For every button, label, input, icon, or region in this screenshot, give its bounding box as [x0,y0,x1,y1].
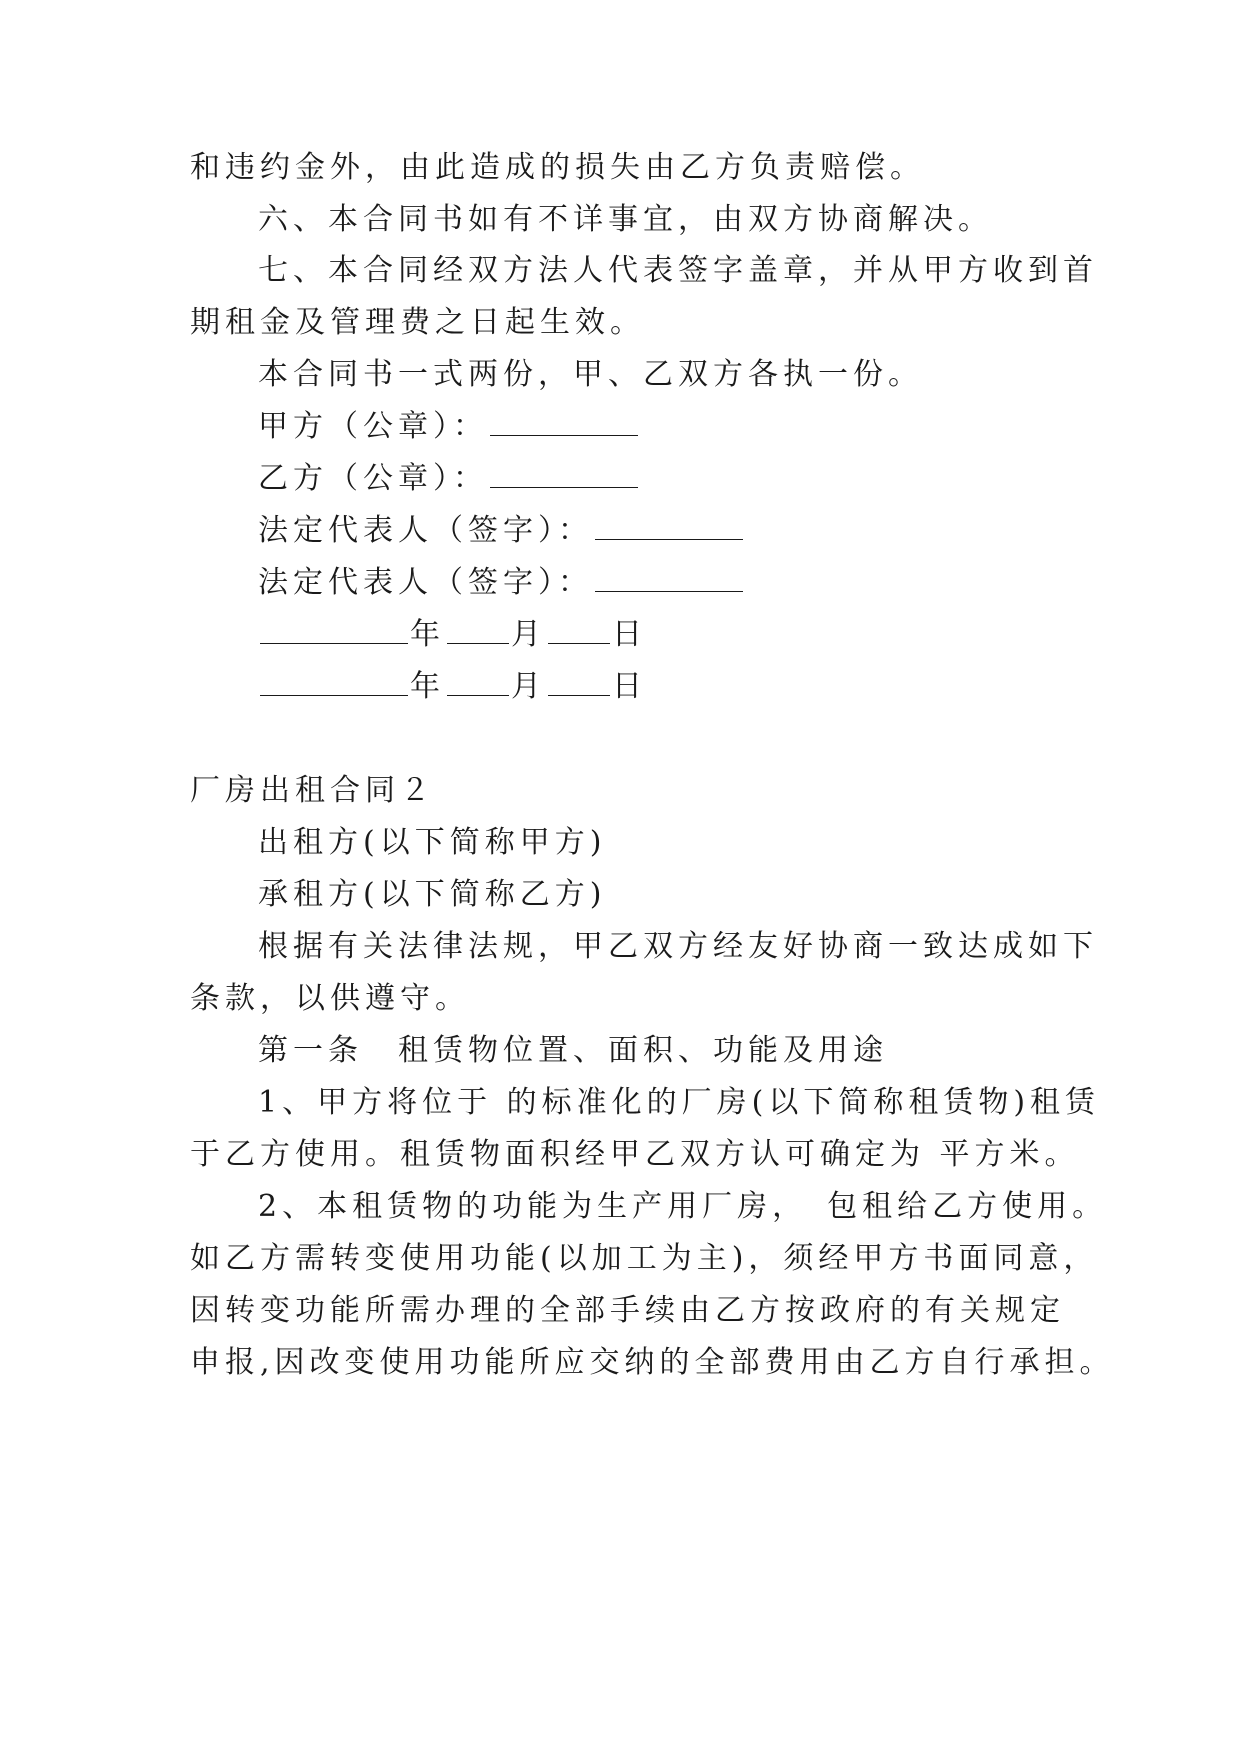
party-a-seal-blank [490,407,638,436]
rep-a-sign-label: 法定代表人（签字）： [258,513,593,548]
item-2-line-1: 2、本租赁物的功能为生产用厂房， 包租给乙方使用。 [258,1189,1108,1224]
item-2-line-4: 申报,因改变使用功能所应交纳的全部费用由乙方自行承担。 [190,1345,1115,1380]
year-blank [260,667,408,696]
date-line-a [258,615,647,655]
party-a-seal-line [258,407,640,447]
item-1-line-2: 于乙方使用。租赁物面积经甲乙双方认可确定为 平方米。 [190,1137,1080,1172]
paragraph-continuation: 和违约金外，由此造成的损失由乙方负责赔偿。 [190,150,925,185]
contract-title-2: 厂房出租合同２ [190,773,435,808]
party-b-seal-blank [490,459,638,488]
year-blank [260,615,408,644]
date-line-b [258,667,647,707]
month-blank [447,667,509,696]
clause-six: 六、本合同书如有不详事宜，由双方协商解决。 [258,202,993,237]
month-label: 月 [511,617,546,652]
party-b-seal-line [258,459,640,499]
lessor-line: 出租方(以下简称甲方) [258,825,607,860]
clause-seven-line-2: 期租金及管理费之日起生效。 [190,305,645,340]
intro-line-2: 条款，以供遵守。 [190,981,470,1016]
party-a-seal-label: 甲方（公章）： [258,409,488,444]
rep-b-sign-line [258,563,745,603]
lessee-line: 承租方(以下简称乙方) [258,877,607,912]
rep-b-sign-blank [595,563,743,592]
copies-statement: 本合同书一式两份，甲、乙双方各执一份。 [258,357,923,392]
month-label: 月 [511,669,546,704]
item-1-line-1: 1、甲方将位于 的标准化的厂房(以下简称租赁物)租赁 [258,1085,1101,1120]
rep-a-sign-blank [595,511,743,540]
rep-a-sign-line [258,511,745,551]
clause-seven-line-1: 七、本合同经双方法人代表签字盖章，并从甲方收到首 [258,253,1098,288]
day-label: 日 [612,617,647,652]
item-2-line-3: 因转变功能所需办理的全部手续由乙方按政府的有关规定 [190,1293,1065,1328]
year-label: 年 [410,669,445,704]
month-blank [447,615,509,644]
party-b-seal-label: 乙方（公章）： [258,461,488,496]
rep-b-sign-label: 法定代表人（签字）： [258,565,593,600]
year-label: 年 [410,617,445,652]
day-blank [548,667,610,696]
intro-line-1: 根据有关法律法规，甲乙双方经友好协商一致达成如下 [258,929,1098,964]
day-label: 日 [612,669,647,704]
item-2-line-2: 如乙方需转变使用功能(以加工为主)，须经甲方书面同意， [190,1241,1099,1276]
article-one-heading: 第一条 租赁物位置、面积、功能及用途 [258,1033,888,1068]
day-blank [548,615,610,644]
